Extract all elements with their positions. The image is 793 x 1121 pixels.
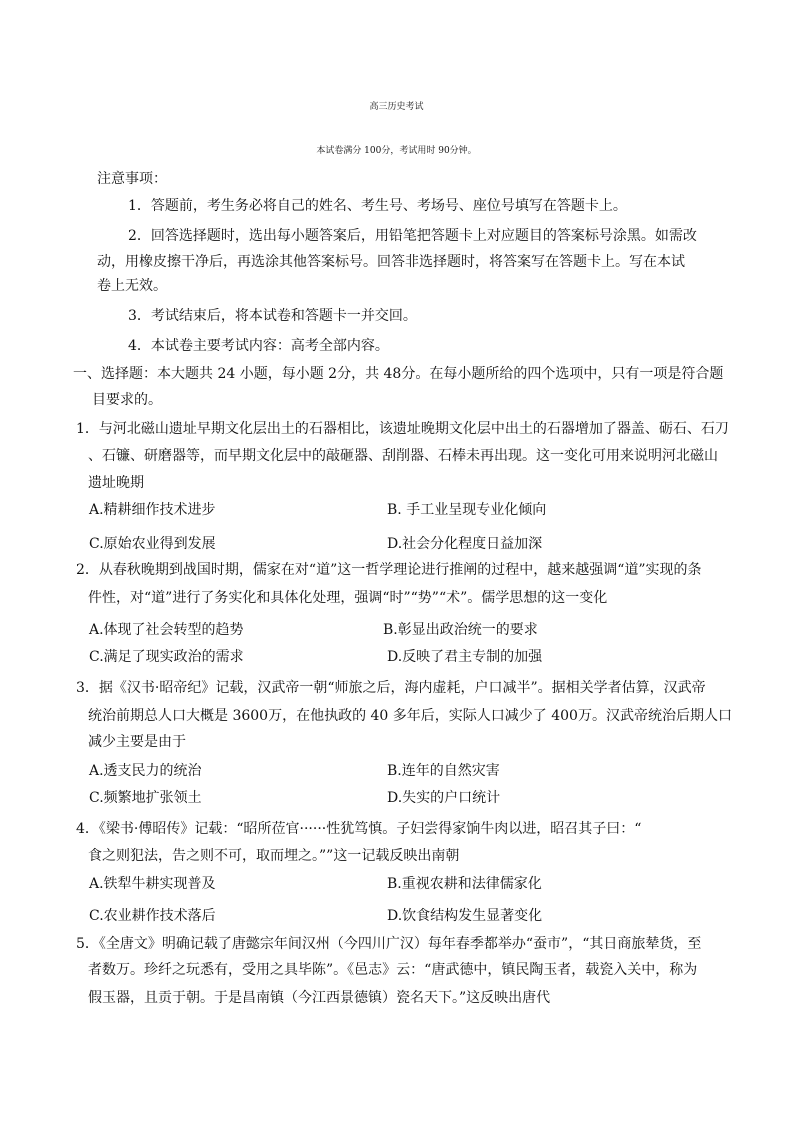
question-1-option-d[interactable]: D.社会分化程度日益加深	[387, 536, 543, 552]
note-1: 1．答题前，考生务必将自己的姓名、考生号、考场号、座位号填写在答题卡上。	[128, 198, 627, 214]
question-2-option-a[interactable]: A.体现了社会转型的趋势	[89, 622, 244, 638]
question-3-option-d[interactable]: D.失实的户口统计	[387, 790, 501, 806]
question-1-option-c[interactable]: C.原始农业得到发展	[89, 536, 216, 552]
section-heading: 一、选择题：本大题共 24 小题，每小题 2分，共 48分。在每小题所给的四个选项中，只有一项是符合题	[73, 366, 724, 382]
question-1-stem: 1．与河北磁山遗址早期文化层出土的石器相比，该遗址晚期文化层中出土的石器增加了器盖、砺石、石刀	[76, 421, 729, 437]
note-4: 4．本试卷主要考试内容：高考全部内容。	[128, 338, 389, 354]
question-2-stem: 件性，对“道”进行了务实化和具体化处理，强调“时”“势”“术”。儒学思想的这一变化	[88, 590, 608, 606]
question-2-option-c[interactable]: C.满足了现实政治的需求	[89, 649, 244, 665]
question-4-option-b[interactable]: B.重视农耕和法律儒家化	[387, 876, 542, 892]
question-3-stem: 减少主要是由于	[88, 734, 186, 750]
question-2-option-b[interactable]: B.彰显出政治统一的要求	[383, 622, 538, 638]
question-4-stem: 4．《梁书·傅昭传》记载：“昭所莅官······性犹笃慎。子妇尝得家饷牛肉以进，昭召其子曰：“	[76, 821, 642, 837]
question-3-stem: 3．据《汉书·昭帝纪》记载，汉武帝一朝“师旅之后，海内虚耗，户口减半”。据相关学者估算，汉武帝	[76, 680, 706, 696]
question-4-option-c[interactable]: C.农业耕作技术落后	[89, 908, 216, 924]
question-4-option-d[interactable]: D.饮食结构发生显著变化	[387, 908, 543, 924]
question-1-stem: 、石镰、研磨器等，而早期文化层中的敲砸器、刮削器、石棒未再出现。这一变化可用来说明河北磁山	[88, 448, 718, 464]
note-2-end: 卷上无效。	[97, 278, 167, 294]
question-4-stem: 食之则犯法，告之则不可，取而埋之。””这一记载反映出南朝	[88, 848, 460, 864]
note-3: 3．考试结束后，将本试卷和答题卡一并交回。	[128, 308, 417, 324]
question-3-stem: 统治前期总人口大概是 3600万，在他执政的 40 多年后，实际人口减少了 400万。汉武帝统治后期人口	[88, 708, 732, 724]
question-5-stem: 5．《全唐文》明确记载了唐懿宗年间汉州（今四川广汉）每年春季都举办“蚕市”，“其日商旅辇货，至	[76, 936, 702, 952]
page-title: 高三历史考试	[369, 102, 424, 112]
question-2-option-d[interactable]: D.反映了君主专制的加强	[387, 649, 543, 665]
question-1-option-a[interactable]: A.精耕细作技术进步	[89, 502, 216, 518]
section-heading-continued: 目要求的。	[92, 392, 162, 408]
question-4-option-a[interactable]: A.铁犁牛耕实现普及	[89, 876, 216, 892]
question-2-stem: 2．从春秋晚期到战国时期，儒家在对“道”这一哲学理论进行推阐的过程中，越来越强调“道”实现的条	[76, 562, 702, 578]
question-1-stem: 遗址晚期	[88, 475, 144, 491]
question-1-option-b[interactable]: B. 手工业呈现专业化倾向	[387, 502, 547, 518]
question-3-option-a[interactable]: A.透支民力的统治	[89, 763, 202, 779]
exam-subtitle: 本试卷满分 100分，考试用时 90分钟。	[316, 146, 477, 156]
question-3-option-b[interactable]: B.连年的自然灾害	[387, 763, 500, 779]
question-5-stem: 假玉器，且贡于朝。于是昌南镇（今江西景德镇）瓷名天下。”这反映出唐代	[88, 990, 551, 1006]
question-5-stem: 者数万。珍纤之玩悉有，受用之具毕陈”。《邑志》云：“唐武德中，镇民陶玉者，载瓷入关中，称为	[88, 962, 698, 978]
question-3-option-c[interactable]: C.频繁地扩张领土	[89, 790, 202, 806]
note-2-continued: 动，用橡皮擦干净后，再选涂其他答案标号。回答非选择题时，将答案写在答题卡上。写在本试	[97, 254, 685, 270]
notes-heading: 注意事项：	[97, 171, 167, 187]
note-2: 2．回答选择题时，选出每小题答案后，用铅笔把答题卡上对应题目的答案标号涂黑。如需改	[128, 228, 697, 244]
